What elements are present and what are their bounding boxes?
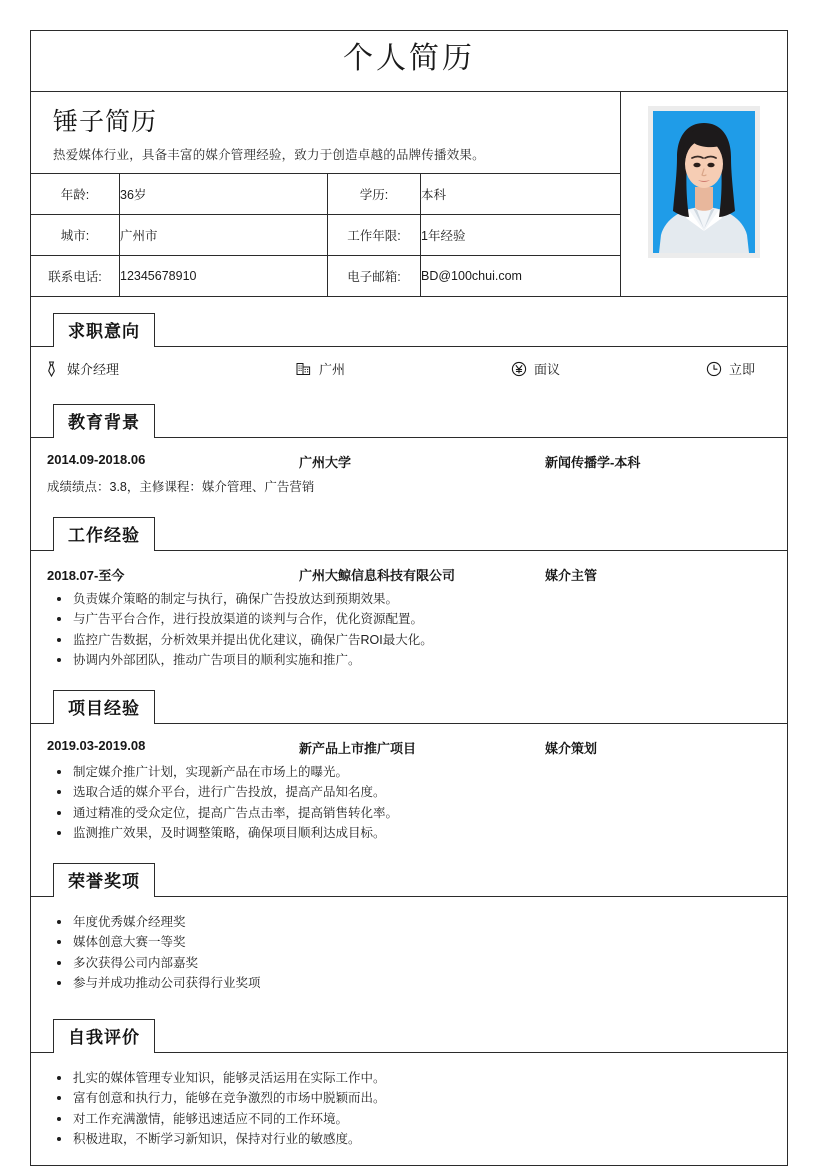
table-row xyxy=(31,256,620,297)
list-item: 通过精准的受众定位，提高广告点击率，提高销售转化率。 xyxy=(47,803,771,823)
list-item: 多次获得公司内部嘉奖 xyxy=(47,953,771,973)
info-value-experience: 1年经验 xyxy=(421,215,621,256)
objective-availability-label: 立即 xyxy=(729,362,756,377)
objective-salary xyxy=(510,359,705,378)
education-entry-row xyxy=(47,448,771,473)
info-label-age: 年龄: xyxy=(31,174,120,215)
section-title: 求职意向 xyxy=(68,322,140,341)
section-tab xyxy=(53,1019,155,1053)
list-item: 负责媒介策略的制定与执行，确保广告投放达到预期效果。 xyxy=(47,589,771,609)
list-item: 参与并成功推动公司获得行业奖项 xyxy=(47,973,771,993)
candidate-tagline: 热爱媒体行业，具备丰富的媒介管理经验，致力于创造卓越的品牌传播效果。 xyxy=(53,148,485,162)
candidate-photo xyxy=(653,111,755,253)
header-left xyxy=(31,92,621,297)
info-value-age: 36岁 xyxy=(120,174,328,215)
list-item: 媒体创意大赛一等奖 xyxy=(47,932,771,952)
resume-page xyxy=(30,30,788,1166)
section-title: 自我评价 xyxy=(68,1028,140,1047)
section-tab xyxy=(53,690,155,724)
info-value-email: BD@100chui.com xyxy=(421,256,621,297)
table-row xyxy=(31,174,620,215)
list-item: 对工作充满激情，能够迅速适应不同的工作环境。 xyxy=(47,1109,771,1129)
info-label-experience: 工作年限: xyxy=(328,215,421,256)
section-title: 荣誉奖项 xyxy=(68,872,140,891)
yen-circle-icon xyxy=(510,360,527,377)
list-item: 监控广告数据，分析效果并提出优化建议，确保广告ROI最大化。 xyxy=(47,630,771,650)
section-tab xyxy=(53,863,155,897)
objective-salary-label: 面议 xyxy=(534,362,561,377)
page-title: 个人简历 xyxy=(343,42,475,75)
info-label-phone: 联系电话: xyxy=(31,256,120,297)
project-entry-row xyxy=(47,734,771,759)
honors-body xyxy=(31,897,787,1003)
list-item: 制定媒介推广计划，实现新产品在市场上的曝光。 xyxy=(47,762,771,782)
info-value-phone: 12345678910 xyxy=(120,256,328,297)
education-detail: 成绩绩点：3.8，主修课程：媒介管理、广告营销 xyxy=(47,480,315,494)
basic-info-table xyxy=(31,173,620,296)
list-item: 扎实的媒体管理专业知识，能够灵活运用在实际工作中。 xyxy=(47,1068,771,1088)
section-title: 教育背景 xyxy=(68,413,140,432)
header-right xyxy=(621,92,787,297)
info-label-email: 电子邮箱: xyxy=(328,256,421,297)
info-label-city: 城市: xyxy=(31,215,120,256)
education-body xyxy=(31,438,787,501)
info-value-degree: 本科 xyxy=(421,174,621,215)
section-work-experience xyxy=(31,517,787,674)
section-header-project xyxy=(31,690,787,724)
list-item: 年度优秀媒介经理奖 xyxy=(47,912,771,932)
objective-city xyxy=(295,359,510,378)
project-name: 新产品上市推广项目 xyxy=(299,741,417,756)
section-title: 项目经验 xyxy=(68,699,140,718)
section-header-self-evaluation xyxy=(31,1019,787,1053)
list-item: 积极进取，不断学习新知识，保持对行业的敏感度。 xyxy=(47,1129,771,1149)
self-evaluation-bullets xyxy=(47,1068,771,1149)
identity-block xyxy=(31,92,620,174)
section-objective xyxy=(31,313,787,388)
project-role: 媒介策划 xyxy=(545,741,598,756)
self-evaluation-body xyxy=(31,1053,787,1165)
project-body xyxy=(31,724,787,847)
work-company: 广州大鲸信息科技有限公司 xyxy=(299,568,456,583)
section-honors xyxy=(31,863,787,1003)
list-item: 富有创意和执行力，能够在竞争激烈的市场中脱颖而出。 xyxy=(47,1088,771,1108)
project-date: 2019.03-2019.08 xyxy=(47,738,146,753)
section-tab xyxy=(53,404,155,438)
section-header-education xyxy=(31,404,787,438)
document-title-bar xyxy=(31,31,787,92)
project-bullets xyxy=(47,762,771,843)
candidate-name: 锤子简历 xyxy=(53,107,158,136)
section-self-evaluation xyxy=(31,1019,787,1165)
section-title: 工作经验 xyxy=(68,526,140,545)
resume-header xyxy=(31,92,787,298)
section-tab xyxy=(53,313,155,347)
list-item: 监测推广效果，及时调整策略，确保项目顺利达成目标。 xyxy=(47,823,771,843)
section-tab xyxy=(53,517,155,551)
section-project-experience xyxy=(31,690,787,847)
section-header-objective xyxy=(31,313,787,347)
info-label-degree: 学历: xyxy=(328,174,421,215)
education-school: 广州大学 xyxy=(299,455,352,470)
list-item: 与广告平台合作，进行投放渠道的谈判与合作，优化资源配置。 xyxy=(47,609,771,629)
objective-position xyxy=(43,359,295,378)
work-role: 媒介主管 xyxy=(545,568,598,583)
education-date: 2014.09-2018.06 xyxy=(47,452,146,467)
work-date: 2018.07-至今 xyxy=(47,568,125,583)
objective-items xyxy=(31,347,787,388)
table-row xyxy=(31,215,620,256)
objective-position-label: 媒介经理 xyxy=(67,362,120,377)
objective-city-label: 广州 xyxy=(319,362,346,377)
objective-availability xyxy=(705,359,755,378)
section-header-honors xyxy=(31,863,787,897)
work-entry-row xyxy=(47,561,771,586)
photo-frame xyxy=(648,106,760,258)
info-value-city: 广州市 xyxy=(120,215,328,256)
work-body xyxy=(31,551,787,674)
list-item: 选取合适的媒介平台，进行广告投放，提高产品知名度。 xyxy=(47,782,771,802)
building-icon xyxy=(295,360,312,377)
section-header-work xyxy=(31,517,787,551)
section-education xyxy=(31,404,787,501)
necktie-icon xyxy=(43,360,60,377)
education-major: 新闻传播学-本科 xyxy=(545,455,641,470)
list-item: 协调内外部团队，推动广告项目的顺利实施和推广。 xyxy=(47,650,771,670)
work-bullets xyxy=(47,589,771,670)
honors-bullets xyxy=(47,912,771,993)
clock-icon xyxy=(705,360,722,377)
